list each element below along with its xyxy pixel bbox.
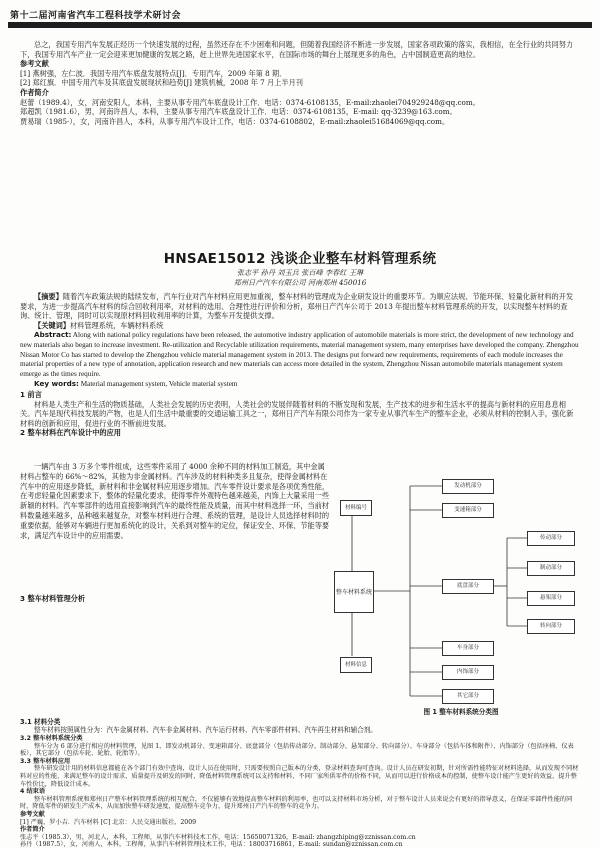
- bio: 张志平（1985.3），男，河北人，本科，工程师，从事汽车材料技术工作，电话：15650071326，E-mail: zhangzhiping@zznissan.com.cn: [20, 833, 416, 841]
- figure-node: 车身部分: [442, 641, 494, 656]
- keywords-en-label: Key words:: [34, 379, 79, 389]
- prev-ref: [1] 燕树强，左仁波．我国专用汽车底盘发展特点[J]．专用汽车，2009 年第 8 期．: [20, 68, 287, 78]
- bio: 孙丹（1987.5），女，河南人，本科，工程师，从事汽车材料管理技术工作，电话：18003716861，E-mail: sundan@zznissan.com.cn: [20, 841, 403, 849]
- running-head: 第十二届河南省汽车工程科技学术研讨会: [10, 11, 182, 21]
- reference: [1] 严巍，罗小吉．汽车材料 [C] 北京：人民交通出版社，2009: [20, 818, 197, 826]
- abstract-block: [20, 292, 580, 438]
- figure-node: 转向部分: [527, 619, 575, 634]
- keywords-label: 【关键词】: [34, 320, 70, 330]
- affiliation: 郑州日产汽车有限公司 河南郑州 450016: [233, 277, 367, 287]
- figure-node: 其它部分: [442, 689, 494, 704]
- article-byline: [0, 268, 600, 287]
- abstract-en-text: Along with national policy regulations have been released, the automotive industry application of automobile materials is more strict, the development of new technology and new materials also began to increase investment. Re-utilization and Recyclable utilization requirements, material management system, many enterprises have developed the company. Zhengzhou Nissan Motor Co has started to develop the Zhengzhou vehicle material management system in 2013. The designs put forward new requirements, requirements of each module increases the material properties of a new type of annotation, application research and new materials can access more detailed in the system, Zhengzhou Nissan automobile materials management system emerge as the times require.: [20, 331, 579, 378]
- section-4-heading: 4 结束语: [20, 788, 46, 796]
- abstract-en-label: Abstract:: [34, 330, 72, 340]
- figure-left-top: 材料编号: [340, 500, 372, 516]
- header-rule: [8, 22, 592, 28]
- figure-node: 制动部分: [527, 561, 575, 576]
- figure-node: 发动机部分: [442, 479, 494, 494]
- figure-group: 底盘部分: [442, 579, 494, 594]
- section-1-heading: 1 前言: [20, 389, 42, 399]
- section-33-heading: 3.3 整车材料应用: [20, 757, 71, 765]
- lower-body: [20, 718, 580, 734]
- section-31-heading: 3.1 材料分类: [20, 718, 61, 726]
- keywords-en-text: Material management system, Vehicle material system: [80, 380, 238, 389]
- section-3-start: [20, 594, 325, 604]
- figure-node: 传动部分: [527, 531, 575, 546]
- section-32-text: 整车分为 6 部分进行相应的材料管理，见图 1，即发动机部分、变速箱部分、底盘部分（包括传动部分、制动部分、悬架部分、转向部分）、车身部分（包括车体和附件）、内饰部分（包括座椅、仪表板），其它部分（包括车轮、轮胎、轮胎等）。: [20, 742, 574, 758]
- section-4-text: 整车材料管理系统和郑州日产整车材料管理系统的相互配合，不仅能够有效地提高整车材料的利用率，也可以支持材料市场分析，对于整车设计人员来说会有更好的指导意义，在保证零部件性能的同时，降低零件的研发生产成本，从而加快整车研发速度，提高整车竞争力，提升郑州日产汽车的整车的竞争力。: [20, 795, 573, 811]
- article-title: HNSAE15012 浅谈企业整车材料管理系统: [163, 251, 437, 267]
- keywords-text: 材料管理系统，车辆材料系统: [69, 320, 164, 330]
- refs-heading: 参考文献: [20, 810, 45, 818]
- prev-conclusion: 总之，我国专用汽车发展正经历一个快速发展的过程，虽然还存在不少困难和问题，但随着我国经济不断进一步发展，国家各项政策的落实，我相信，在全行业的共同努力下，我国专用汽车产业一定会迎来更加健康的发展之路，赶上世界先进国家水平，在国际市场的舞台上展现更多的角色，占中国制造更高的地位。: [20, 40, 574, 59]
- figure-caption: 图 1 整车材料系统分类图: [423, 708, 499, 716]
- prev-refs-heading: 参考文献: [20, 59, 49, 69]
- prev-bio-heading: 作者简介: [20, 87, 49, 97]
- prev-bio: 贾易瑞（1985·），女，河南许昌人，本科，从事专用汽车设计工作，电话：0374-6108802，E-mail:zhaolei51684069@qq.com。: [20, 116, 450, 126]
- figure-left-bottom: 材料信息: [340, 657, 372, 673]
- section-31-text: 整车材料按照属性分为：汽车金属材料、汽车非金属材料、汽车运行材料、汽车零部件材料、汽车再生材料和辅合剂。: [34, 726, 377, 735]
- section-2-column: [20, 462, 330, 590]
- prev-article-tail: [20, 40, 580, 126]
- section-3-heading: 3 整车材料管理分析: [20, 594, 86, 603]
- lower-body-2: [20, 735, 580, 849]
- section-33-text: 整车研发设计用的材料信息都能在各个部门有效中查询，设计人员在使用时，只需要按照自己版本的分类，登录材料查询可查询。设计人员在研发初期，针对所需性能特征对材料选择，从而发现不同材料对应的性能，来满足整车的设计需求、质量提升及研发的同时，降低材料管理系统可以支持和材料，不同厂家所供零件的价格不同，从而可以进行价格成本的控制，使整车设计能产生更好的效益，提升整车性价比，降低设计成本。: [20, 765, 579, 788]
- bio-heading: 作者简介: [20, 826, 45, 834]
- section-32-heading: 3.2 整车材料系统分类: [20, 735, 83, 742]
- prev-bio: 郑超凯（1981.6），男，河南许昌人，本科，主要从事专用汽车底盘设计工作．电话：0374-6108135，E-mail: qq-3239@163.com。: [20, 107, 457, 117]
- figure-node: 变速箱部分: [442, 503, 494, 518]
- authors: 张志平 孙丹 刘玉兵 张百峰 李春红 王琳: [236, 268, 364, 277]
- prev-bio: 赵蕾（1989.4），女，河南安阳人，本科，主要从事专用汽车底盘设计工作．电话：0374-6108135，E-mail:zhaolei704929248@qq.com。: [20, 97, 480, 107]
- figure-root: 整车材料系统: [334, 571, 374, 613]
- figure-node: 内饰部分: [442, 665, 494, 680]
- section-2-text: 一辆汽车由 3 万多个零件组成，这些零件采用了 4000 余种不同的材料加工制造，其中金属材料占整车的 66%～82%，其他为非金属材料。汽车涉及的材料种类多且复杂，使得金属材料在汽车中的应用逐步降低，新材料和非金属材料应用逐步增加。汽车零件设计要求是各项优秀性能，在考虑轻量化因素要求下，整体的轻量化要求，使得零件外观特色越来越美，内饰上大量采用一些新颖的材料。汽车零部件的选用直接影响到汽车的最终性能及质量，而其中材料选择一环，当前材料数量越来越多，品种越来越复杂，对整车材料进行合理、系统的管理，是设计人员选择材料时的重要依据，能够对车辆进行更加系统化的设计，关系到对整车的定位，保证安全、环保、节能等要求，满足汽车设计中的应用需要。: [20, 462, 330, 540]
- abstract-text: 随着汽车政策法规的陆续发布，汽车行业对汽车材料应用更加重视，整车材料的管理成为企业研发设计的重要环节。为顺应法规、节能环保、轻量化新材料的开发要求，为进一步提高汽车材料的综合回收利用率，对材料的选用、合理性进行评价和分析，郑州日产汽车公司于 2013 年提出整车材料管理系统的开发，以实现整车材料的查询、统计、管理，同时可以实现原材料回收利用率的计算，为整车开发提供支撑。: [20, 292, 574, 321]
- prev-ref: [2] 郑红旗．中国专用汽车及其底盘发展现状和趋势[J] 建筑机械，2008 年 7 月上半月刊: [20, 78, 303, 88]
- figure-node: 悬架部分: [527, 591, 575, 606]
- section-1-text: 材料是人类生产和生活的物质基础，人类社会发展的历史表明，人类社会的发展伴随着材料的不断发现和发展，生产技术的进步和生活水平的提高与新材料的应用息息相关。汽车是现代科技发展的产物，也是人们生活中最重要的交通运输工具之一，郑州日产汽车有限公司作为一家专业从事汽车生产的整车企业，必须从材料的控制入手，强化新材料的创新和应用，促进行业的不断前进发展。: [20, 399, 574, 428]
- abstract-label: 【摘要】: [34, 292, 63, 301]
- section-2-heading: 2 整车材料在汽车设计中的应用: [20, 428, 121, 438]
